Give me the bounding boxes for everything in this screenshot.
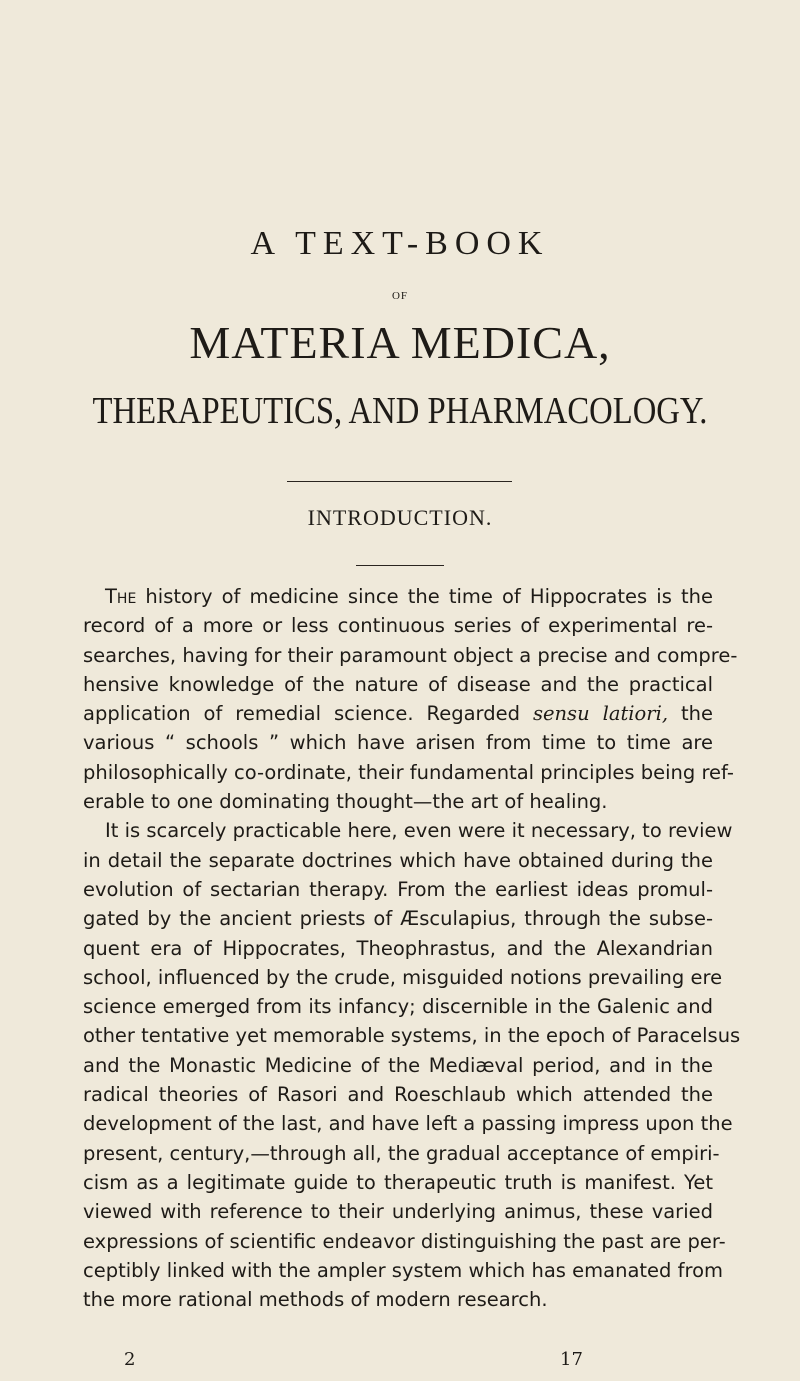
paragraph-2-line: cism as a legitimate guide to therapeutic truth is manifest. Yet [83,1170,713,1194]
paragraph-1-line: searches, having for their paramount object a precise and compre- [83,643,738,667]
paragraph-2-line: and the Monastic Medicine of the Mediæval period, and in the [83,1053,713,1077]
paragraph-2-line: other tentative yet memorable systems, in the epoch of Paracelsus [83,1024,741,1048]
paragraph-2-line: development of the last, and have left a passing impress upon the [83,1112,733,1136]
paragraph-2-line: school, influenced by the crude, misguided notions prevailing ere [83,965,723,989]
paragraph-2-line: in detail the separate doctrines which have obtained during the [83,848,713,872]
paragraph-2-line: expressions of scientific endeavor distinguishing the past are per- [83,1229,726,1253]
paragraph-1-line: The history of medicine since the time of Hippocrates is the [105,585,713,608]
page-number: 17 [560,1349,583,1370]
body-text [83,582,741,1314]
paragraph-2-line: present, century,—through all, the gradual acceptance of empiri- [83,1141,720,1165]
paragraph-2-line: evolution of sectarian therapy. From the earliest ideas promul- [83,877,713,901]
paragraph-2-line: viewed with reference to their underlying animus, these varied [83,1200,713,1224]
book-title-text-book: A TEXT-BOOK [250,225,550,262]
paragraph-1-line: application of remedial science. Regarded sensu latiori, the [83,702,714,726]
title-divider-rule [287,481,512,482]
paragraph-2-line: the more rational methods of modern research. [83,1288,548,1312]
paragraph-1-line: hensive knowledge of the nature of disease and the practical [83,672,713,696]
paragraph-1-line: various “ schools ” which have arisen from time to time are [83,731,713,755]
heading-divider-rule [356,565,444,566]
paragraph-1-line: erable to one dominating thought—the art of healing. [83,790,608,814]
paragraph-2-line: It is scarcely practicable here, even were it necessary, to review [105,819,733,843]
paragraph-2-line: ceptibly linked with the ampler system which has emanated from [83,1258,723,1282]
paragraph-2-line: quent era of Hippocrates, Theophrastus, and the Alexandrian [83,936,713,960]
book-title-materia-medica: MATERIA MEDICA, [189,317,611,368]
latin-phrase: sensu latiori, [532,702,669,726]
opening-word: The [105,585,137,608]
signature-mark: 2 [124,1349,136,1370]
book-title-therapeutics: THERAPEUTICS, AND PHARMACOLOGY. [92,390,708,432]
paragraph-1-line: record of a more or less continuous series of experimental re- [83,614,713,638]
book-title-of: OF [391,290,409,302]
paragraph-2-line: science emerged from its infancy; discernible in the Galenic and [83,995,713,1019]
paragraph-2-line: gated by the ancient priests of Æsculapius, through the subse- [83,907,713,931]
paragraph-2-line: radical theories of Rasori and Roeschlaub which attended the [83,1083,713,1107]
section-heading-introduction: INTRODUCTION. [307,505,493,530]
paragraph-1-line: philosophically co-ordinate, their fundamental principles being ref- [83,760,734,784]
